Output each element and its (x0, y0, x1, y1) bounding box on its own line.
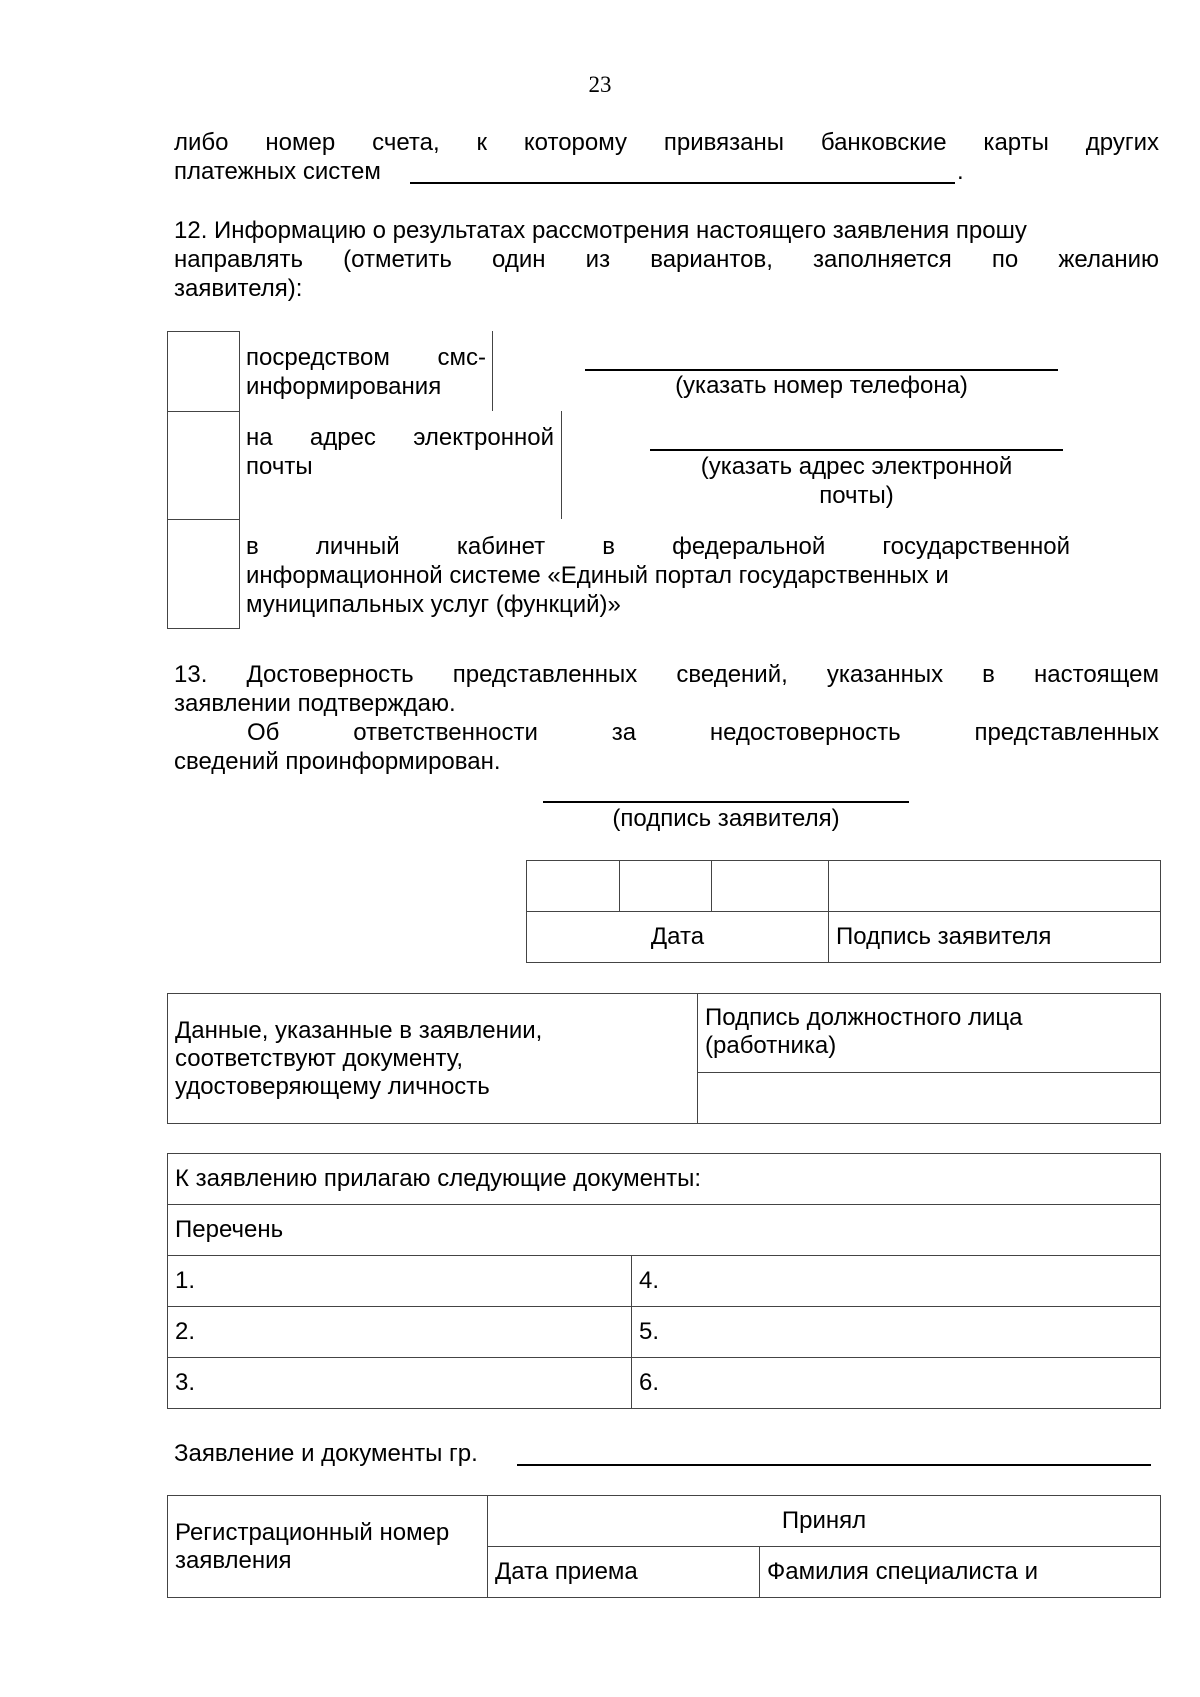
official-signature-label (698, 994, 1161, 1073)
date-day-cell[interactable] (527, 861, 620, 912)
applicant-signature-cell[interactable] (829, 861, 1161, 912)
official-signature-cell[interactable] (698, 1073, 1161, 1124)
sms-label-line-2: информирования (246, 373, 442, 400)
registration-number-line-1: Регистрационный номер (175, 1518, 450, 1546)
page-number: 23 (588, 72, 612, 97)
email-label-line-1: на адрес электронной (246, 424, 554, 451)
date-month-cell[interactable] (620, 861, 712, 912)
verification-statement (168, 994, 698, 1124)
date-signature-table (526, 860, 1161, 963)
verification-line-2: соответствуют документу, (175, 1044, 464, 1072)
email-address-field[interactable] (650, 421, 1063, 451)
registration-number-label (168, 1496, 488, 1598)
document-item-1[interactable]: 1. (168, 1256, 632, 1307)
document-item-2[interactable]: 2. (168, 1307, 632, 1358)
documents-list-label: Перечень (168, 1205, 1161, 1256)
email-hint-line-2: почты) (819, 482, 894, 509)
intro-line-2: платежных систем (174, 158, 381, 185)
accepted-label: Принял (488, 1496, 1161, 1547)
applicant-signature-field[interactable] (543, 777, 909, 803)
portal-line-1: в личный кабинет в федеральной государственной (246, 533, 1070, 560)
intro-line-1: либо номер счета, к которому привязаны банковские карты других (174, 129, 1159, 156)
section13-line-4: сведений проинформирован. (174, 748, 501, 775)
intro-line-2-end: . (957, 158, 964, 185)
official-signature-line-2: (работника) (705, 1032, 837, 1059)
section13-line-3: Об ответственности за недостоверность представленных (247, 719, 1159, 746)
sms-label-line-1: посредством смс- (246, 344, 486, 371)
payment-systems-field[interactable] (410, 154, 955, 184)
section13-line-2: заявлении подтверждаю. (174, 690, 456, 717)
verification-table (167, 993, 1161, 1124)
email-checkbox[interactable] (167, 411, 240, 521)
registration-table (167, 1495, 1161, 1598)
applicant-signature-label: Подпись заявителя (829, 912, 1161, 963)
documents-header: К заявлению прилагаю следующие документы: (168, 1154, 1161, 1205)
registration-number-line-2: заявления (175, 1546, 292, 1574)
phone-hint: (указать номер телефона) (675, 372, 968, 399)
citizen-name-field[interactable] (517, 1436, 1151, 1466)
document-item-3[interactable]: 3. (168, 1358, 632, 1409)
verification-line-3: удостоверяющему личность (175, 1072, 490, 1100)
email-label-line-2: почты (246, 453, 313, 480)
section12-line-2: направлять (отметить один из вариантов, заполняется по желанию (174, 246, 1159, 273)
document-item-4[interactable]: 4. (632, 1256, 1161, 1307)
email-divider (561, 411, 562, 519)
section13-line-1: 13. Достоверность представленных сведений, указанных в настоящем (174, 661, 1159, 688)
date-year-cell[interactable] (712, 861, 829, 912)
verification-line-1: Данные, указанные в заявлении, (175, 1016, 543, 1044)
portal-line-2: информационной системе «Единый портал государственных и (246, 562, 949, 589)
specialist-surname-label: Фамилия специалиста и (760, 1547, 1161, 1598)
phone-number-field[interactable] (585, 342, 1058, 371)
date-label: Дата (527, 912, 829, 963)
received-label: Заявление и документы гр. (174, 1440, 478, 1467)
document-item-5[interactable]: 5. (632, 1307, 1161, 1358)
documents-table (167, 1153, 1161, 1409)
signature-hint: (подпись заявителя) (612, 805, 840, 832)
portal-checkbox[interactable] (167, 519, 240, 629)
acceptance-date-label: Дата приема (488, 1547, 760, 1598)
section12-line-1: 12. Информацию о результатах рассмотрения настоящего заявления прошу (174, 217, 1027, 244)
email-hint-line-1: (указать адрес электронной (700, 453, 1013, 480)
sms-checkbox[interactable] (167, 331, 240, 413)
sms-divider (492, 331, 493, 411)
official-signature-line-1: Подпись должностного лица (705, 1004, 1023, 1031)
document-item-6[interactable]: 6. (632, 1358, 1161, 1409)
section12-line-3: заявителя): (174, 275, 303, 302)
portal-line-3: муниципальных услуг (функций)» (246, 591, 621, 618)
